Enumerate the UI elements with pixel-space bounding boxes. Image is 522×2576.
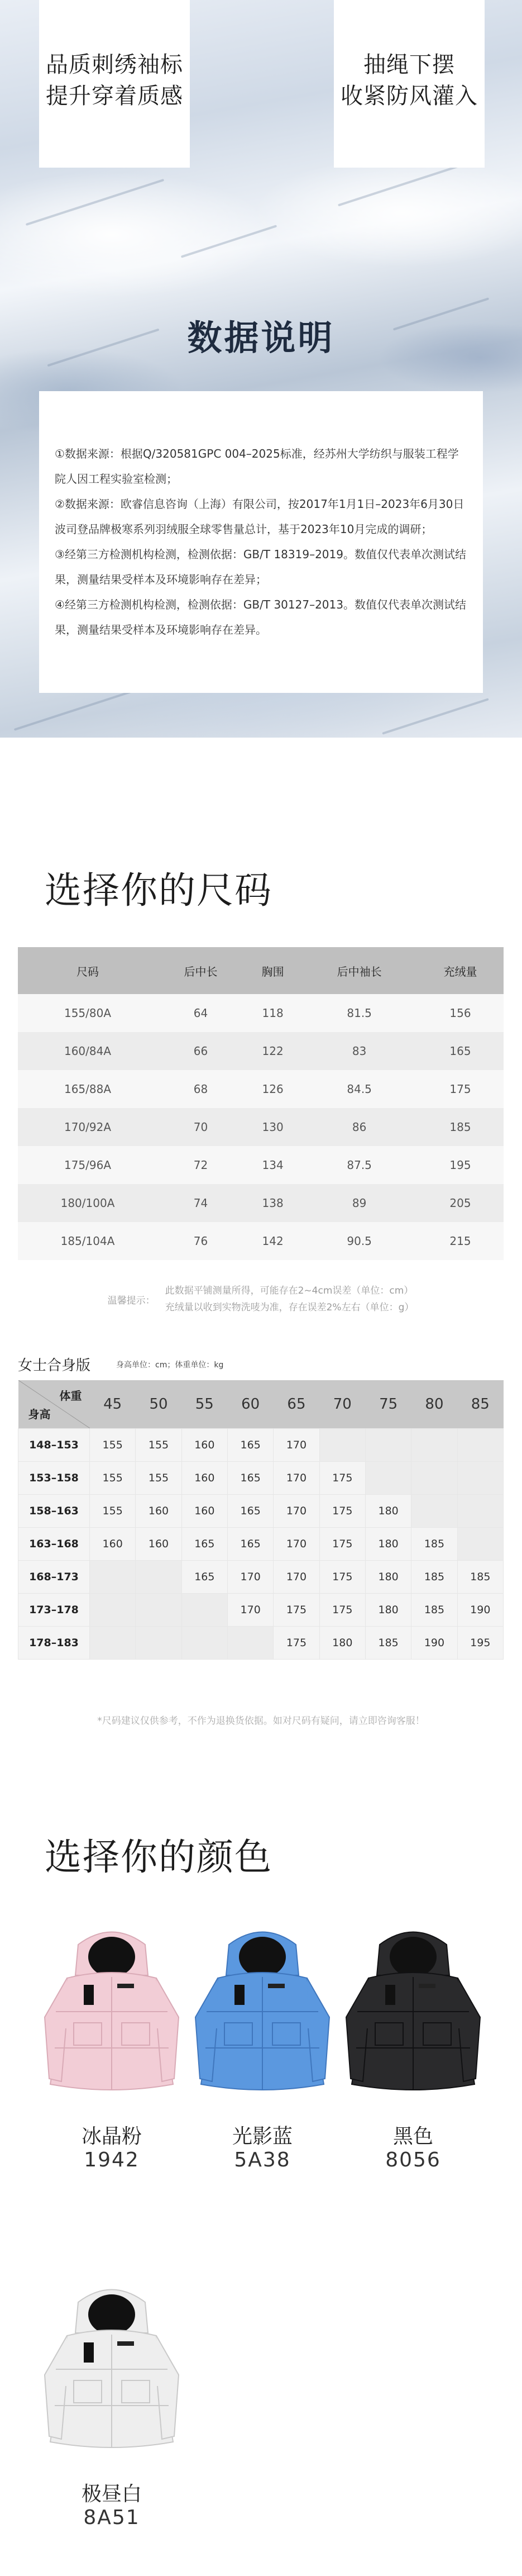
table-cell: 175 bbox=[319, 1527, 365, 1560]
table-cell: 170 bbox=[274, 1461, 319, 1494]
table-row bbox=[18, 1527, 504, 1560]
table-row bbox=[18, 1494, 504, 1527]
table-cell: 175 bbox=[274, 1593, 319, 1626]
weight-header: 45 bbox=[90, 1380, 136, 1428]
table-cell: 170 bbox=[274, 1494, 319, 1527]
table-cell: 170 bbox=[227, 1593, 273, 1626]
table-cell bbox=[411, 1494, 457, 1527]
height-label: 身高 bbox=[28, 1407, 51, 1421]
table-cell bbox=[136, 1593, 181, 1626]
table-cell bbox=[365, 1428, 411, 1461]
weight-header: 70 bbox=[319, 1380, 365, 1428]
table-cell: 155 bbox=[90, 1494, 136, 1527]
feature-line: 品质刺绣袖标 bbox=[46, 52, 183, 78]
table-row bbox=[18, 1593, 504, 1626]
table-cell: 180 bbox=[365, 1593, 411, 1626]
table-row bbox=[18, 1560, 504, 1593]
table-cell: 185 bbox=[457, 1560, 503, 1593]
table-cell: 175 bbox=[417, 1070, 504, 1108]
table-cell: 156 bbox=[417, 994, 504, 1032]
weight-header: 80 bbox=[411, 1380, 457, 1428]
height-range-cell: 173–178 bbox=[18, 1593, 90, 1626]
table-cell: 160 bbox=[181, 1461, 227, 1494]
table-cell bbox=[90, 1593, 136, 1626]
table-cell: 175 bbox=[319, 1461, 365, 1494]
table-row bbox=[18, 1222, 504, 1260]
table-cell: 155 bbox=[90, 1428, 136, 1461]
table-cell: 76 bbox=[157, 1222, 244, 1260]
table-cell: 68 bbox=[157, 1070, 244, 1108]
table-cell: 165 bbox=[227, 1527, 273, 1560]
table-row bbox=[18, 994, 504, 1032]
table-cell: 134 bbox=[244, 1146, 301, 1184]
table-cell: 185 bbox=[411, 1527, 457, 1560]
table-cell: 87.5 bbox=[301, 1146, 417, 1184]
height-range-cell: 163–168 bbox=[18, 1527, 90, 1560]
table-cell: 185 bbox=[411, 1560, 457, 1593]
table-cell bbox=[457, 1461, 503, 1494]
note-label: 温馨提示： bbox=[107, 1295, 155, 1306]
table-cell: 72 bbox=[157, 1146, 244, 1184]
column-header: 后中长 bbox=[157, 947, 244, 994]
feature-line: 抽绳下摆 bbox=[363, 52, 455, 78]
table-cell: 190 bbox=[457, 1593, 503, 1626]
table-cell: 155 bbox=[136, 1461, 181, 1494]
table-cell: 165 bbox=[227, 1428, 273, 1461]
height-range-cell: 148–153 bbox=[18, 1428, 90, 1461]
column-header: 尺码 bbox=[18, 947, 157, 994]
color-code: 8A51 bbox=[83, 2506, 140, 2529]
table-cell: 81.5 bbox=[301, 994, 417, 1032]
table-cell: 118 bbox=[244, 994, 301, 1032]
table-cell: 175 bbox=[319, 1560, 365, 1593]
jacket-image[interactable] bbox=[341, 1922, 486, 2107]
table-cell: 175 bbox=[319, 1593, 365, 1626]
table-cell: 205 bbox=[417, 1184, 504, 1222]
table-cell: 74 bbox=[157, 1184, 244, 1222]
table-row bbox=[18, 1428, 504, 1461]
table-cell bbox=[136, 1626, 181, 1659]
table-cell: 180 bbox=[365, 1527, 411, 1560]
column-header: 充绒量 bbox=[417, 947, 504, 994]
table-cell: 170 bbox=[274, 1527, 319, 1560]
table-cell: 165 bbox=[417, 1032, 504, 1070]
data-note: ④经第三方检测机构检测，检测依据：GB/T 30127–2013。数值仅代表单次测试结果，测量结果受样本及环境影响存在差异。 bbox=[55, 598, 466, 636]
table-cell: 165 bbox=[181, 1527, 227, 1560]
feature-line: 提升穿着质感 bbox=[46, 83, 183, 109]
table-cell: 165 bbox=[227, 1494, 273, 1527]
table-cell: 130 bbox=[244, 1108, 301, 1146]
table-cell: 185 bbox=[365, 1626, 411, 1659]
jacket-image[interactable] bbox=[39, 2280, 184, 2464]
table-cell: 195 bbox=[417, 1146, 504, 1184]
color-code: 5A38 bbox=[234, 2149, 291, 2171]
column-header: 胸围 bbox=[244, 947, 301, 994]
table-row bbox=[18, 1146, 504, 1184]
table-cell bbox=[457, 1527, 503, 1560]
table-cell: 160 bbox=[181, 1428, 227, 1461]
table-cell bbox=[181, 1626, 227, 1659]
corner-header bbox=[18, 1380, 90, 1428]
height-range-cell: 168–173 bbox=[18, 1560, 90, 1593]
table-cell bbox=[181, 1593, 227, 1626]
data-notes-panel bbox=[39, 391, 483, 693]
table-cell: 165 bbox=[227, 1461, 273, 1494]
table-cell bbox=[411, 1428, 457, 1461]
table-cell: 170/92A bbox=[18, 1108, 157, 1146]
feature-line: 收紧防风灌入 bbox=[341, 83, 478, 109]
table-row bbox=[18, 1184, 504, 1222]
table-cell: 66 bbox=[157, 1032, 244, 1070]
table-row bbox=[18, 1032, 504, 1070]
fit-note: *尺码建议仅供参考，不作为退换货依据。如对尺码有疑问，请立即咨询客服！ bbox=[97, 1715, 425, 1727]
table-cell bbox=[90, 1626, 136, 1659]
data-section-title: 数据说明 bbox=[187, 317, 335, 358]
table-cell: 160 bbox=[136, 1494, 181, 1527]
note-line: 此数据平铺测量所得，可能存在2~4cm误差（单位：cm） bbox=[165, 1285, 414, 1296]
table-cell bbox=[90, 1560, 136, 1593]
color-code: 1942 bbox=[84, 2149, 140, 2171]
weight-header: 75 bbox=[365, 1380, 411, 1428]
color-name: 冰晶粉 bbox=[81, 2125, 142, 2148]
color-name: 极昼白 bbox=[81, 2483, 142, 2506]
table-row bbox=[18, 1108, 504, 1146]
fit-table-title: 女士合身版 bbox=[18, 1357, 91, 1374]
table-cell bbox=[457, 1494, 503, 1527]
table-cell: 64 bbox=[157, 994, 244, 1032]
table-cell: 155/80A bbox=[18, 994, 157, 1032]
table-cell: 170 bbox=[274, 1428, 319, 1461]
table-cell: 180 bbox=[365, 1494, 411, 1527]
table-cell: 126 bbox=[244, 1070, 301, 1108]
weight-header: 50 bbox=[136, 1380, 181, 1428]
weight-header: 55 bbox=[181, 1380, 227, 1428]
table-cell bbox=[227, 1626, 273, 1659]
table-cell: 170 bbox=[274, 1560, 319, 1593]
table-cell: 160 bbox=[136, 1527, 181, 1560]
table-cell bbox=[136, 1560, 181, 1593]
table-cell: 86 bbox=[301, 1108, 417, 1146]
table-cell: 170 bbox=[227, 1560, 273, 1593]
table-row bbox=[18, 1461, 504, 1494]
weight-header: 85 bbox=[457, 1380, 503, 1428]
data-note: ②数据来源：欧睿信息咨询（上海）有限公司，按2017年1月1日–2023年6月30日波司登品牌极寒系列羽绒服全球零售量总计，基于2023年10月完成的调研； bbox=[55, 497, 464, 536]
fit-chart-table bbox=[18, 1380, 504, 1660]
table-cell: 155 bbox=[90, 1461, 136, 1494]
table-cell: 165 bbox=[181, 1560, 227, 1593]
jacket-image[interactable] bbox=[39, 1922, 184, 2107]
data-note: ③经第三方检测机构检测，检测依据：GB/T 18319–2019。数值仅代表单次测试结果，测量结果受样本及环境影响存在差异； bbox=[55, 548, 466, 586]
table-cell: 180/100A bbox=[18, 1184, 157, 1222]
jacket-image[interactable] bbox=[190, 1922, 335, 2107]
table-cell: 160 bbox=[90, 1527, 136, 1560]
table-cell: 195 bbox=[457, 1626, 503, 1659]
snow-background bbox=[0, 0, 522, 738]
table-cell: 185 bbox=[417, 1108, 504, 1146]
size-chart-table bbox=[18, 947, 504, 1260]
table-row bbox=[18, 1626, 504, 1659]
table-cell: 84.5 bbox=[301, 1070, 417, 1108]
table-cell: 89 bbox=[301, 1184, 417, 1222]
table-row bbox=[18, 1070, 504, 1108]
height-range-cell: 158–163 bbox=[18, 1494, 90, 1527]
height-range-cell: 153–158 bbox=[18, 1461, 90, 1494]
color-section-title: 选择你的颜色 bbox=[45, 1836, 272, 1879]
feature-card-drawstring bbox=[334, 0, 485, 168]
table-cell: 90.5 bbox=[301, 1222, 417, 1260]
color-name: 光影蓝 bbox=[232, 2125, 293, 2148]
table-cell: 165/88A bbox=[18, 1070, 157, 1108]
height-range-cell: 178–183 bbox=[18, 1626, 90, 1659]
table-cell: 180 bbox=[319, 1626, 365, 1659]
size-section-title: 选择你的尺码 bbox=[45, 869, 272, 912]
fit-table-units: 身高单位：cm；体重单位：kg bbox=[116, 1361, 224, 1370]
table-cell: 83 bbox=[301, 1032, 417, 1070]
weight-header: 60 bbox=[227, 1380, 273, 1428]
table-cell: 160/84A bbox=[18, 1032, 157, 1070]
table-cell: 142 bbox=[244, 1222, 301, 1260]
color-code: 8056 bbox=[385, 2149, 441, 2171]
column-header: 后中袖长 bbox=[301, 947, 417, 994]
table-cell: 190 bbox=[411, 1626, 457, 1659]
table-cell: 215 bbox=[417, 1222, 504, 1260]
color-name: 黑色 bbox=[392, 2125, 433, 2148]
table-cell: 175/96A bbox=[18, 1146, 157, 1184]
note-line: 充绒量以收到实物洗唛为准，存在误差2%左右（单位：g） bbox=[165, 1302, 414, 1313]
table-cell bbox=[365, 1461, 411, 1494]
table-cell bbox=[411, 1461, 457, 1494]
table-cell: 122 bbox=[244, 1032, 301, 1070]
weight-label: 体重 bbox=[59, 1389, 82, 1403]
table-cell: 180 bbox=[365, 1560, 411, 1593]
table-cell: 155 bbox=[136, 1428, 181, 1461]
size-note bbox=[18, 1271, 504, 1327]
weight-header: 65 bbox=[274, 1380, 319, 1428]
table-cell: 185/104A bbox=[18, 1222, 157, 1260]
table-cell: 138 bbox=[244, 1184, 301, 1222]
table-cell bbox=[457, 1428, 503, 1461]
table-cell: 175 bbox=[274, 1626, 319, 1659]
table-cell bbox=[319, 1428, 365, 1461]
table-cell: 160 bbox=[181, 1494, 227, 1527]
data-note: ①数据来源：根据Q/320581GPC 004–2025标准，经苏州大学纺织与服装工程学院人因工程实验室检测； bbox=[55, 447, 459, 486]
feature-card-embroidery bbox=[39, 0, 190, 168]
table-cell: 175 bbox=[319, 1494, 365, 1527]
table-cell: 70 bbox=[157, 1108, 244, 1146]
table-cell: 185 bbox=[411, 1593, 457, 1626]
